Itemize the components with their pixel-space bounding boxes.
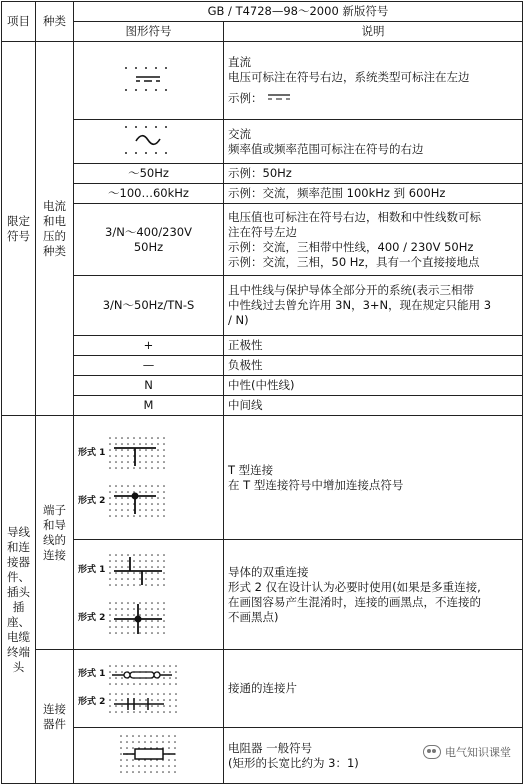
watermark — [423, 744, 511, 760]
header-item: 项目 — [2, 2, 36, 42]
form2-label: 形式 2 — [78, 697, 106, 707]
wechat-icon — [423, 745, 441, 759]
desc-100-60khz: 示例：交流，频率范围 100kHz 到 600Hz — [224, 184, 523, 204]
header-symbol: 图形符号 — [74, 22, 224, 42]
dc-desc: 直流 电压可标注在符号右边，系统类型可标注在左边 示例： — [224, 42, 523, 120]
symbol-neutral: N — [74, 376, 224, 396]
double-junction-icon — [108, 553, 170, 589]
desc-50hz: 示例：50Hz — [224, 164, 523, 184]
form1-label: 形式 1 — [78, 448, 106, 458]
symbol-table — [1, 1, 523, 784]
desc-midline: 中间线 — [224, 396, 523, 416]
section2-item: 导线和连接器件、插头插座、电缆终端头 — [2, 416, 36, 784]
desc-tn-s: 且中性线与保护导体全部分开的系统(表示三相带 中性线过去曾允许用 3N，3+N，现在规定只能用 3 / N) — [224, 276, 523, 336]
section1-type: 电流和电压的种类 — [36, 42, 74, 416]
header-type: 种类 — [36, 2, 74, 42]
watermark-text: 电气知识课堂 — [445, 746, 511, 759]
t-junction-dot-icon — [108, 484, 170, 520]
desc-positive: 正极性 — [224, 336, 523, 356]
double-connection-symbol-cell — [74, 540, 224, 650]
form2-label: 形式 2 — [78, 613, 106, 623]
link-desc: 接通的连接片 — [224, 650, 523, 728]
symbol-tn-s: 3/N～50Hz/TN-S — [74, 276, 224, 336]
form1-label: 形式 1 — [78, 565, 106, 575]
t-junction-icon — [108, 436, 170, 472]
dc-symbol-icon — [124, 66, 174, 92]
ac-symbol-cell — [74, 120, 224, 164]
section1-item: 限定符号 — [2, 42, 36, 416]
symbol-midline: M — [74, 396, 224, 416]
header-standard: GB / T4728—98～2000 新版符号 — [74, 2, 523, 22]
ac-desc: 交流 频率值或频率范围可标注在符号的右边 — [224, 120, 523, 164]
double-connection-desc: 导体的双重连接 形式 2 仅在设计认为必要时使用(如果是多重连接, 在画图容易产生混淆时，连接的画黑点，不连接的 不画黑点) — [224, 540, 523, 650]
symbol-negative: — — [74, 356, 224, 376]
section2-type-a: 端子和导线的连接 — [36, 416, 74, 650]
link-plug-icon — [108, 692, 178, 714]
resistor-icon — [119, 734, 179, 774]
symbol-100-60khz: ～100…60kHz — [74, 184, 224, 204]
symbol-positive: + — [74, 336, 224, 356]
resistor-symbol-cell — [74, 728, 224, 784]
desc-neutral: 中性(中性线) — [224, 376, 523, 396]
t-connection-symbol-cell — [74, 416, 224, 540]
form2-label: 形式 2 — [78, 496, 106, 506]
t-connection-desc: T 型连接 在 T 型连接符号中增加连接点符号 — [224, 416, 523, 540]
section2-type-b: 连接器件 — [36, 650, 74, 784]
desc-negative: 负极性 — [224, 356, 523, 376]
ac-symbol-icon — [124, 125, 174, 155]
dc-symbol-cell — [74, 42, 224, 120]
link-symbol-cell — [74, 650, 224, 728]
resistor-desc: 电阻器 一般符号 (矩形的长宽比约为 3：1) — [224, 728, 523, 784]
dc-example-icon — [266, 92, 294, 102]
desc-3n-400v: 电压值也可标注在符号右边，相数和中性线数可标 注在符号左边 示例：交流，三相带中性线，400 / 230V 50Hz 示例：交流，三相，50 Hz，具有一个直接接地点 — [224, 204, 523, 276]
symbol-50hz: ～50Hz — [74, 164, 224, 184]
link-closed-icon — [108, 664, 178, 686]
header-desc: 说明 — [224, 22, 523, 42]
form1-label: 形式 1 — [78, 669, 106, 679]
symbol-3n-400v: 3/N～400/230V 50Hz — [74, 204, 224, 276]
cross-junction-dot-icon — [108, 601, 170, 637]
